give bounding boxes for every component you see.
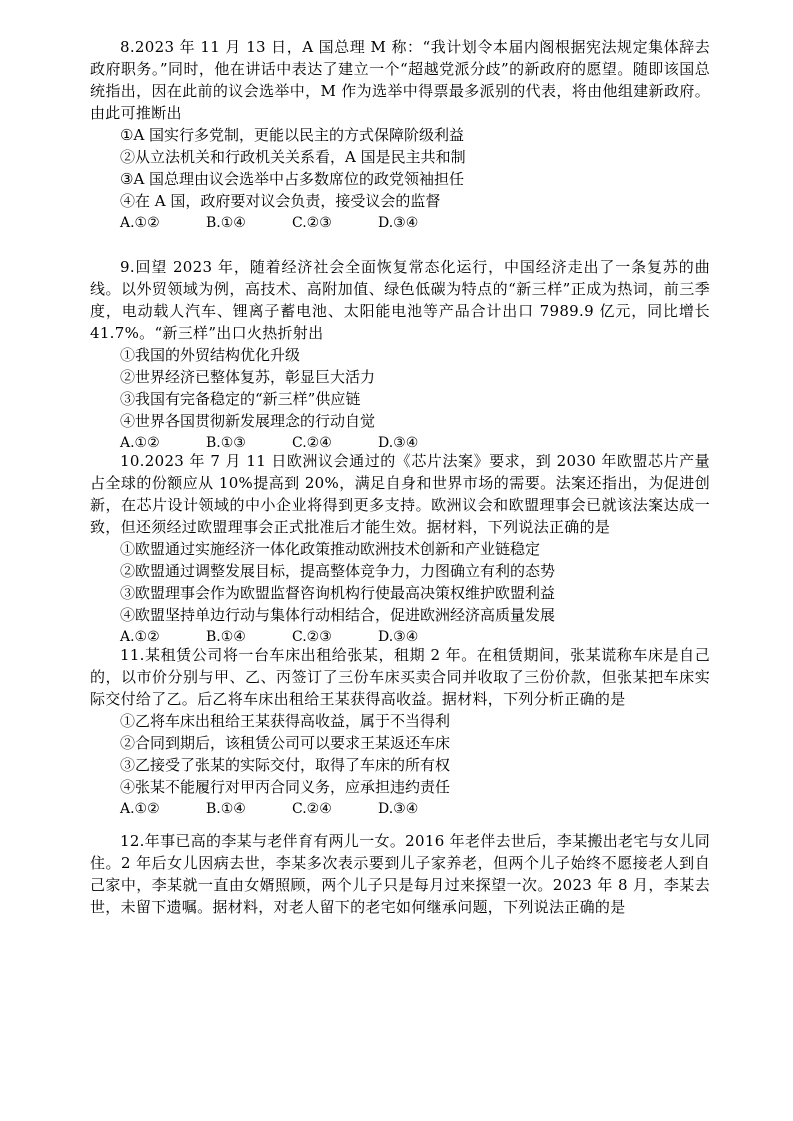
option-3: ③乙接受了张某的实际交付，取得了车床的所有权 [120, 756, 451, 774]
option-3: ③欧盟理事会作为欧盟监督咨询机构行使最高决策权维护欧盟利益 [120, 584, 556, 602]
question-stem: 11.某租赁公司将一台车床出租给张某，租期 2 年。在租赁期间，张某谎称车床是自己的，以市价分别与甲、乙、丙签订了三份车床买卖合同并收取了三份价款，但张某把车床实际交付给了乙。后乙将车床出租给王某获得高收益。据材料，下列分析正确的是 [90, 646, 710, 708]
choice-b: B.①④ [206, 801, 246, 817]
choice-c: C.②④ [292, 801, 332, 817]
option-2: ②合同到期后，该租赁公司可以要求王某返还车床 [120, 734, 451, 752]
question-stem: 9.回望 2023 年，随着经济社会全面恢复常态化运行，中国经济走出了一条复苏的曲线。以外贸领域为例，高技术、高附加值、绿色低碳为特点的“新三样”正成为热词，前三季度，电动载人汽车、锂离子蓄电池、太阳能电池等产品合计出口 7989.9 亿元，同比增长 41.7%。“新三样”出口火热折射出 [90, 258, 710, 342]
question-stem: 8.2023 年 11 月 13 日，A 国总理 M 称：“我计划令本届内阁根据宪法规定集体辞去政府职务。”同时，他在讲话中表达了建立一个“超越党派分歧”的新政府的愿望。随即该国总统指出，因在此前的议会选举中，M 作为选举中得票最多派别的代表，将由他组建新政府。由此可推断出 [90, 38, 710, 122]
option-2: ②从立法机关和行政机关关系看，A 国是民主共和制 [120, 148, 466, 166]
answer-choices [90, 212, 710, 234]
choice-c: C.②④ [292, 435, 332, 451]
question-11 [90, 644, 710, 820]
question-stem: 10.2023 年 7 月 11 日欧洲议会通过的《芯片法案》要求，到 2030 年欧盟芯片产量占全球的份额应从 10%提高到 20%，满足自身和世界市场的需要。法案还指出，为促进创新，在芯片设计领域的中小企业将得到更多支持。欧洲议会和欧盟理事会已就该法案达成一致，但还须经过欧盟理事会正式批准后才能生效。据材料，下列说法正确的是 [90, 452, 710, 536]
choice-c: C.②③ [292, 215, 332, 231]
question-12 [90, 830, 710, 918]
option-1: ①欧盟通过实施经济一体化政策推动欧洲技术创新和产业链稳定 [120, 540, 541, 558]
choice-d: D.③④ [378, 435, 419, 451]
choice-d: D.③④ [378, 629, 419, 645]
option-1: ①乙将车床出租给王某获得高收益，属于不当得利 [120, 712, 451, 730]
option-2: ②世界经济已整体复苏，彰显巨大活力 [120, 368, 376, 386]
option-1: ①A 国实行多党制，更能以民主的方式保障阶级利益 [120, 126, 465, 144]
option-2: ②欧盟通过调整发展目标，提高整体竞争力，力图确立有利的态势 [120, 562, 556, 580]
question-8 [90, 36, 710, 234]
choice-c: C.②③ [292, 629, 332, 645]
choice-b: B.①④ [206, 629, 246, 645]
choice-d: D.③④ [378, 801, 419, 817]
choice-a: A.①② [120, 215, 160, 231]
choice-b: B.①④ [206, 215, 246, 231]
question-10 [90, 450, 710, 648]
option-4: ④欧盟坚持单边行动与集体行动相结合，促进欧洲经济高质量发展 [120, 606, 556, 624]
option-4: ④世界各国贯彻新发展理念的行动自觉 [120, 412, 376, 430]
option-4: ④在 A 国，政府要对议会负责，接受议会的监督 [120, 192, 441, 210]
question-stem: 12.年事已高的李某与老伴育有两儿一女。2016 年老伴去世后，李某搬出老宅与女儿同住。2 年后女儿因病去世，李某多次表示要到儿子家养老，但两个儿子始终不愿接老人到自己家中，李某就一直由女婿照顾，两个儿子只是每月过来探望一次。2023 年 8 月，李某去世，未留下遗嘱。据材料，对老人留下的老宅如何继承问题，下列说法正确的是 [90, 832, 710, 916]
option-4: ④张某不能履行对甲丙合同义务，应承担违约责任 [120, 778, 451, 796]
choice-a: A.①② [120, 629, 160, 645]
option-3: ③A 国总理由议会选举中占多数席位的政党领袖担任 [120, 170, 465, 188]
choice-a: A.①② [120, 435, 160, 451]
answer-choices [90, 798, 710, 820]
choice-b: B.①③ [206, 435, 246, 451]
option-3: ③我国有完备稳定的“新三样”供应链 [120, 390, 361, 408]
option-1: ①我国的外贸结构优化升级 [120, 346, 301, 364]
choice-a: A.①② [120, 801, 160, 817]
question-9 [90, 256, 710, 454]
choice-d: D.③④ [378, 215, 419, 231]
